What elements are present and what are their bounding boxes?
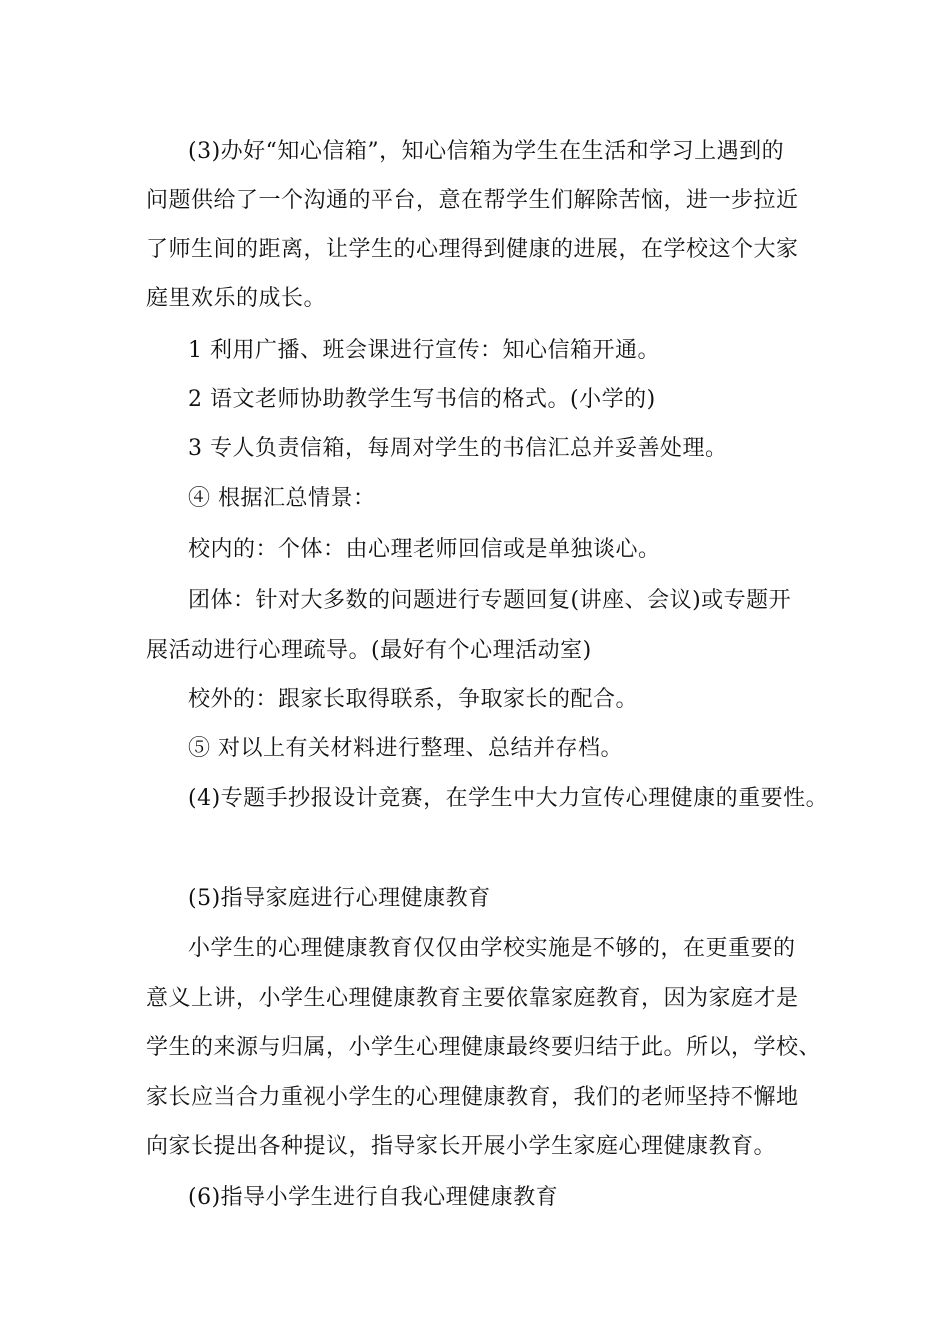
text-line-5: 1 利用广播、班会课进行宣传：知心信箱开通。	[188, 338, 660, 363]
text-line-2: 问题供给了一个沟通的平台，意在帮学生们解除苦恼，进一步拉近	[146, 188, 799, 213]
text-line-12: 校外的：跟家长取得联系，争取家长的配合。	[188, 687, 639, 712]
text-line-11: 展活动进行心理疏导。(最好有个心理活动室)	[146, 638, 592, 663]
text-line-18: 学生的来源与归属，小学生心理健康最终要归结于此。所以，学校、	[146, 1035, 822, 1060]
text-line-17: 意义上讲，小学生心理健康教育主要依靠家庭教育，因为家庭才是	[146, 986, 799, 1011]
text-line-6: 2 语文老师协助教学生写书信的格式。(小学的)	[188, 387, 656, 412]
text-line-15: (5)指导家庭进行心理健康教育	[188, 886, 491, 911]
text-line-19: 家长应当合力重视小学生的心理健康教育，我们的老师坚持不懈地	[146, 1085, 799, 1110]
text-line-1: (3)办好“知心信箱”，知心信箱为学生在生活和学习上遇到的	[188, 139, 785, 164]
text-line-9: 校内的：个体：由心理老师回信或是单独谈心。	[188, 537, 661, 562]
text-line-3: 了师生间的距离，让学生的心理得到健康的进展，在学校这个大家	[146, 237, 799, 262]
text-line-13: ⑤ 对以上有关材料进行整理、总结并存档。	[188, 736, 623, 761]
text-line-7: 3 专人负责信箱，每周对学生的书信汇总并妥善处理。	[188, 436, 728, 461]
text-line-20: 向家长提出各种提议，指导家长开展小学生家庭心理健康教育。	[146, 1134, 777, 1159]
text-line-4: 庭里欢乐的成长。	[146, 286, 327, 311]
text-line-10: 团体：针对大多数的问题进行专题回复(讲座、会议)或专题开	[188, 588, 792, 613]
text-line-8: ④ 根据汇总情景：	[188, 486, 376, 511]
text-line-16: 小学生的心理健康教育仅仅由学校实施是不够的，在更重要的	[188, 936, 796, 961]
text-line-21: (6)指导小学生进行自我心理健康教育	[188, 1185, 559, 1210]
text-line-14: (4)专题手抄报设计竞赛，在学生中大力宣传心理健康的重要性。	[188, 786, 829, 811]
